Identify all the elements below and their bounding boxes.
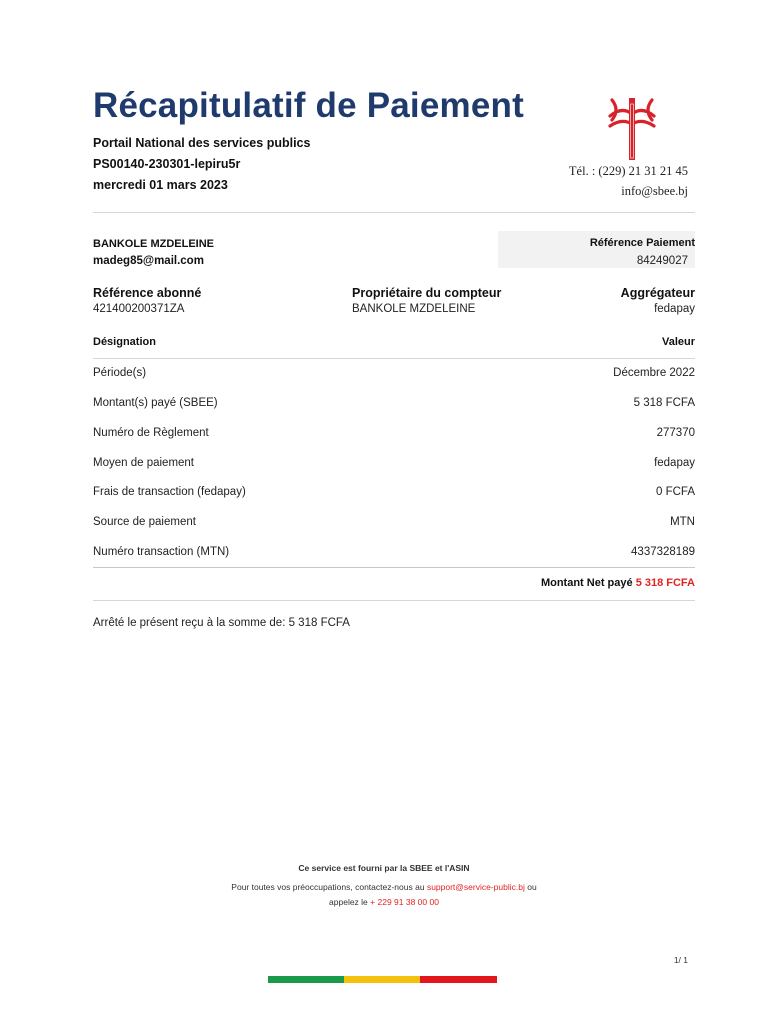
- table-bottom-divider: [93, 567, 695, 568]
- payment-reference-value: 84249027: [636, 255, 688, 267]
- row-label: Montant(s) payé (SBEE): [93, 397, 218, 409]
- net-amount-label: Montant Net payé: [540, 577, 633, 589]
- row-value: Décembre 2022: [613, 367, 695, 379]
- subscriber-reference-label: Référence abonné: [93, 286, 202, 300]
- table-row: [93, 486, 695, 506]
- row-value: 277370: [656, 427, 695, 439]
- row-label: Numéro transaction (MTN): [93, 546, 230, 558]
- table-row: [93, 367, 695, 387]
- designation-header: Désignation: [93, 336, 156, 348]
- subscriber-reference-value: 421400200371ZA: [93, 303, 185, 315]
- meter-owner-value: BANKOLE MZDELEINE: [352, 303, 476, 315]
- flag-stripe-green: [268, 976, 344, 983]
- payment-reference-label: Référence Paiement: [589, 237, 695, 249]
- aggregator-value: fedapay: [654, 303, 695, 315]
- row-value: 4337328189: [631, 546, 695, 558]
- aggregator-label: Aggrégateur: [620, 286, 695, 300]
- row-label: Frais de transaction (fedapay): [93, 486, 246, 498]
- value-header: Valeur: [661, 336, 695, 348]
- table-row: [93, 516, 695, 536]
- flag-stripe-red: [420, 976, 497, 983]
- row-value: 5 318 FCFA: [633, 397, 695, 409]
- table-row: [93, 427, 695, 447]
- footer-contact-line: [0, 882, 768, 892]
- net-amount-value: 5 318 FCFA: [635, 577, 695, 589]
- footer-contact-prefix: Pour toutes vos préoccupations, contactez-nous au: [231, 882, 425, 892]
- footer-contact-suffix: ou: [527, 882, 537, 892]
- contact-phone: Tél. : (229) 21 31 21 45: [568, 164, 688, 178]
- support-email-link[interactable]: support@service-public.bj: [426, 882, 525, 892]
- flag-stripe-yellow: [344, 976, 420, 983]
- meter-owner-label: Propriétaire du compteur: [352, 286, 502, 300]
- reference-code: PS00140-230301-lepiru5r: [93, 157, 241, 171]
- row-value: 0 FCFA: [656, 486, 695, 498]
- row-label: Source de paiement: [93, 516, 196, 528]
- row-label: Moyen de paiement: [93, 457, 195, 469]
- row-value: fedapay: [654, 457, 695, 469]
- divider: [93, 212, 695, 213]
- footer-call-line: [0, 897, 768, 907]
- table-row: [93, 457, 695, 477]
- payment-date: mercredi 01 mars 2023: [93, 178, 228, 192]
- receipt-statement: Arrêté le présent reçu à la somme de: 5 318 FCFA: [93, 617, 350, 629]
- table-header-divider: [93, 358, 695, 359]
- net-amount: [400, 577, 695, 589]
- customer-name: BANKOLE MZDELEINE: [93, 238, 214, 250]
- customer-email: madeg85@mail.com: [93, 255, 204, 267]
- page-title: Récapitulatif de Paiement: [93, 86, 524, 125]
- table-row: [93, 546, 695, 566]
- contact-email: info@sbee.bj: [621, 184, 688, 198]
- net-divider: [93, 600, 695, 601]
- portal-name: Portail National des services publics: [93, 136, 311, 150]
- footer-service-line: Ce service est fourni par la SBEE et l'ASIN: [298, 863, 470, 873]
- page-number: 1/ 1: [673, 955, 688, 965]
- support-phone-link[interactable]: + 229 91 38 00 00: [370, 897, 439, 907]
- row-label: Période(s): [93, 367, 147, 379]
- footer-call-prefix: appelez le: [329, 897, 368, 907]
- table-row: [93, 397, 695, 417]
- row-value: MTN: [670, 516, 695, 528]
- sbee-logo-icon: [606, 94, 658, 162]
- row-label: Numéro de Règlement: [93, 427, 209, 439]
